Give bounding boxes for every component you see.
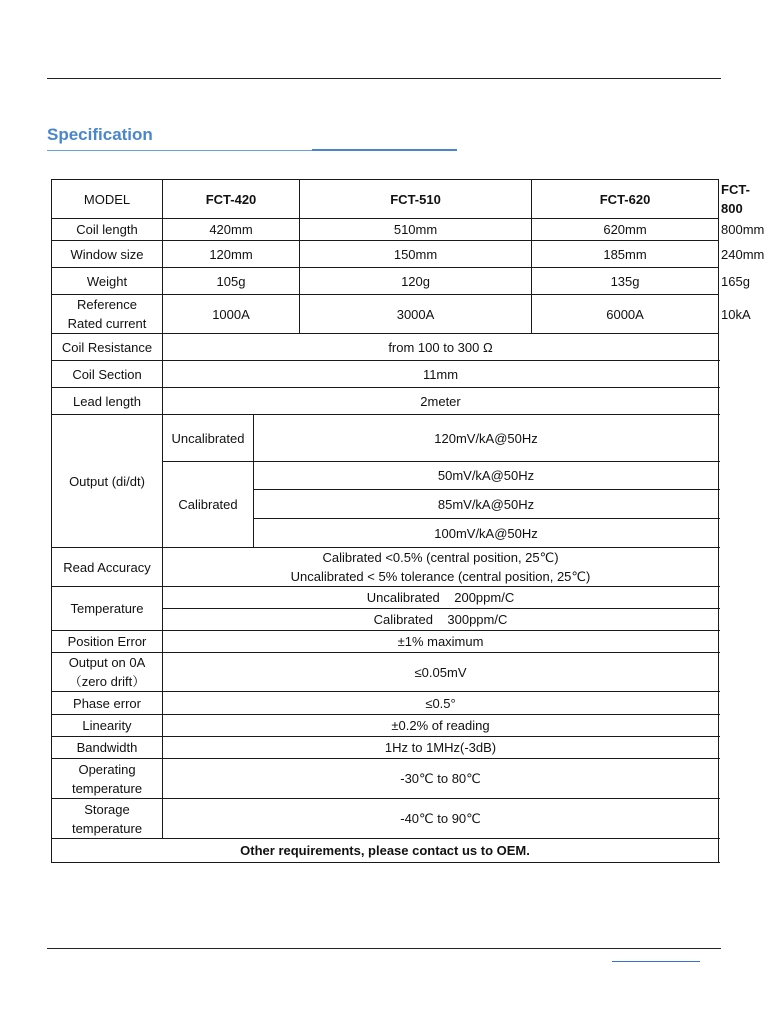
table-footer-row (52, 839, 719, 863)
cell-value: ±0.2% of reading (163, 715, 719, 737)
cell-value: 105g (163, 268, 300, 295)
cell-value: 150mm (300, 241, 532, 268)
cell-value: from 100 to 300 Ω (163, 334, 719, 361)
cell-value: 620mm (532, 219, 719, 241)
row-label-line1: Reference (77, 297, 137, 312)
title-underline-accent (312, 149, 457, 151)
row-label (52, 799, 163, 839)
cell-value: Calibrated 300ppm/C (163, 609, 719, 631)
row-label: Read Accuracy (52, 548, 163, 587)
table-row (52, 415, 719, 462)
cell-value: 1Hz to 1MHz(-3dB) (163, 737, 719, 759)
cell-value: 120mV/kA@50Hz (254, 415, 719, 462)
cell-value: 135g (532, 268, 719, 295)
row-label: Position Error (52, 631, 163, 653)
cell-value: -40℃ to 90℃ (163, 799, 719, 839)
cell-value: 6000A (532, 295, 719, 334)
table-row (52, 548, 719, 587)
row-label: Coil Resistance (52, 334, 163, 361)
table-row (52, 587, 719, 609)
cell-value: -30℃ to 80℃ (163, 759, 719, 799)
row-label-line2: temperature (71, 780, 143, 796)
cell-value: Uncalibrated 200ppm/C (163, 587, 719, 609)
table-row: Weight 105g 120g 135g 165g (52, 268, 719, 295)
table-row (52, 692, 719, 715)
cell-value: 1000A (163, 295, 300, 334)
cell-value: ±1% maximum (163, 631, 719, 653)
cell-value: 85mV/kA@50Hz (254, 490, 719, 519)
specification-table (51, 179, 765, 863)
table-row: Window size 120mm 150mm 185mm 240mm (52, 241, 719, 268)
table-row (52, 737, 719, 759)
cell-value: 120g (300, 268, 532, 295)
cell-value (163, 548, 719, 587)
table-row (52, 759, 719, 799)
cell-value: 420mm (163, 219, 300, 241)
table-row (52, 715, 719, 737)
row-label: Phase error (52, 692, 163, 715)
row-label-line2: temperature (71, 820, 143, 836)
footer-note: Other requirements, please contact us to OEM. (52, 839, 719, 863)
cell-line1: Calibrated <0.5% (central position, 25℃) (322, 550, 559, 565)
header-model-2: FCT-510 (300, 180, 532, 219)
footer-link[interactable] (612, 961, 700, 962)
cell-value: 120mm (163, 241, 300, 268)
cell-value: ≤0.5° (163, 692, 719, 715)
header-rule (47, 78, 721, 79)
row-label (52, 295, 163, 334)
table-row (52, 388, 719, 415)
cell-value: 11mm (163, 361, 719, 388)
row-label: Temperature (52, 587, 163, 631)
row-label-line2: Rated current (67, 316, 147, 331)
header-model: MODEL (52, 180, 163, 219)
cell-value: 50mV/kA@50Hz (254, 462, 719, 490)
row-label (52, 653, 163, 692)
row-label: Output (di/dt) (52, 415, 163, 548)
table-row (52, 361, 719, 388)
row-label: Weight (52, 268, 163, 295)
row-label: Bandwidth (52, 737, 163, 759)
row-label: Linearity (52, 715, 163, 737)
table-row (52, 653, 719, 692)
header-model-1: FCT-420 (163, 180, 300, 219)
row-label-line1: Storage (84, 801, 130, 817)
table-row (52, 631, 719, 653)
cell-value: 185mm (532, 241, 719, 268)
row-label-line1: Operating (78, 761, 136, 777)
table-row: Reference Rated current 1000A 3000A 6000A 10kA (52, 295, 719, 334)
table-header-row: MODEL FCT-420 FCT-510 FCT-620 FCT-800 (52, 180, 719, 219)
footer-rule (47, 948, 721, 949)
cell-value: 3000A (300, 295, 532, 334)
row-label: Coil Section (52, 361, 163, 388)
header-model-3: FCT-620 (532, 180, 719, 219)
table-row (52, 799, 719, 839)
cell-value: 100mV/kA@50Hz (254, 519, 719, 548)
cell-value: ≤0.05mV (163, 653, 719, 692)
sub-label: Calibrated (163, 462, 254, 548)
row-label: Window size (52, 241, 163, 268)
table-row (52, 334, 719, 361)
row-label: Coil length (52, 219, 163, 241)
table-row: Coil length 420mm 510mm 620mm 800mm (52, 219, 719, 241)
sub-label: Uncalibrated (163, 415, 254, 462)
row-label-line2: （zero drift） (68, 674, 146, 689)
section-title: Specification (47, 125, 153, 144)
cell-line2: Uncalibrated < 5% tolerance (central position, 25℃) (290, 569, 591, 584)
row-label: Lead length (52, 388, 163, 415)
row-label-line1: Output on 0A (68, 655, 146, 670)
row-label (52, 759, 163, 799)
cell-value: 2meter (163, 388, 719, 415)
cell-value: 510mm (300, 219, 532, 241)
